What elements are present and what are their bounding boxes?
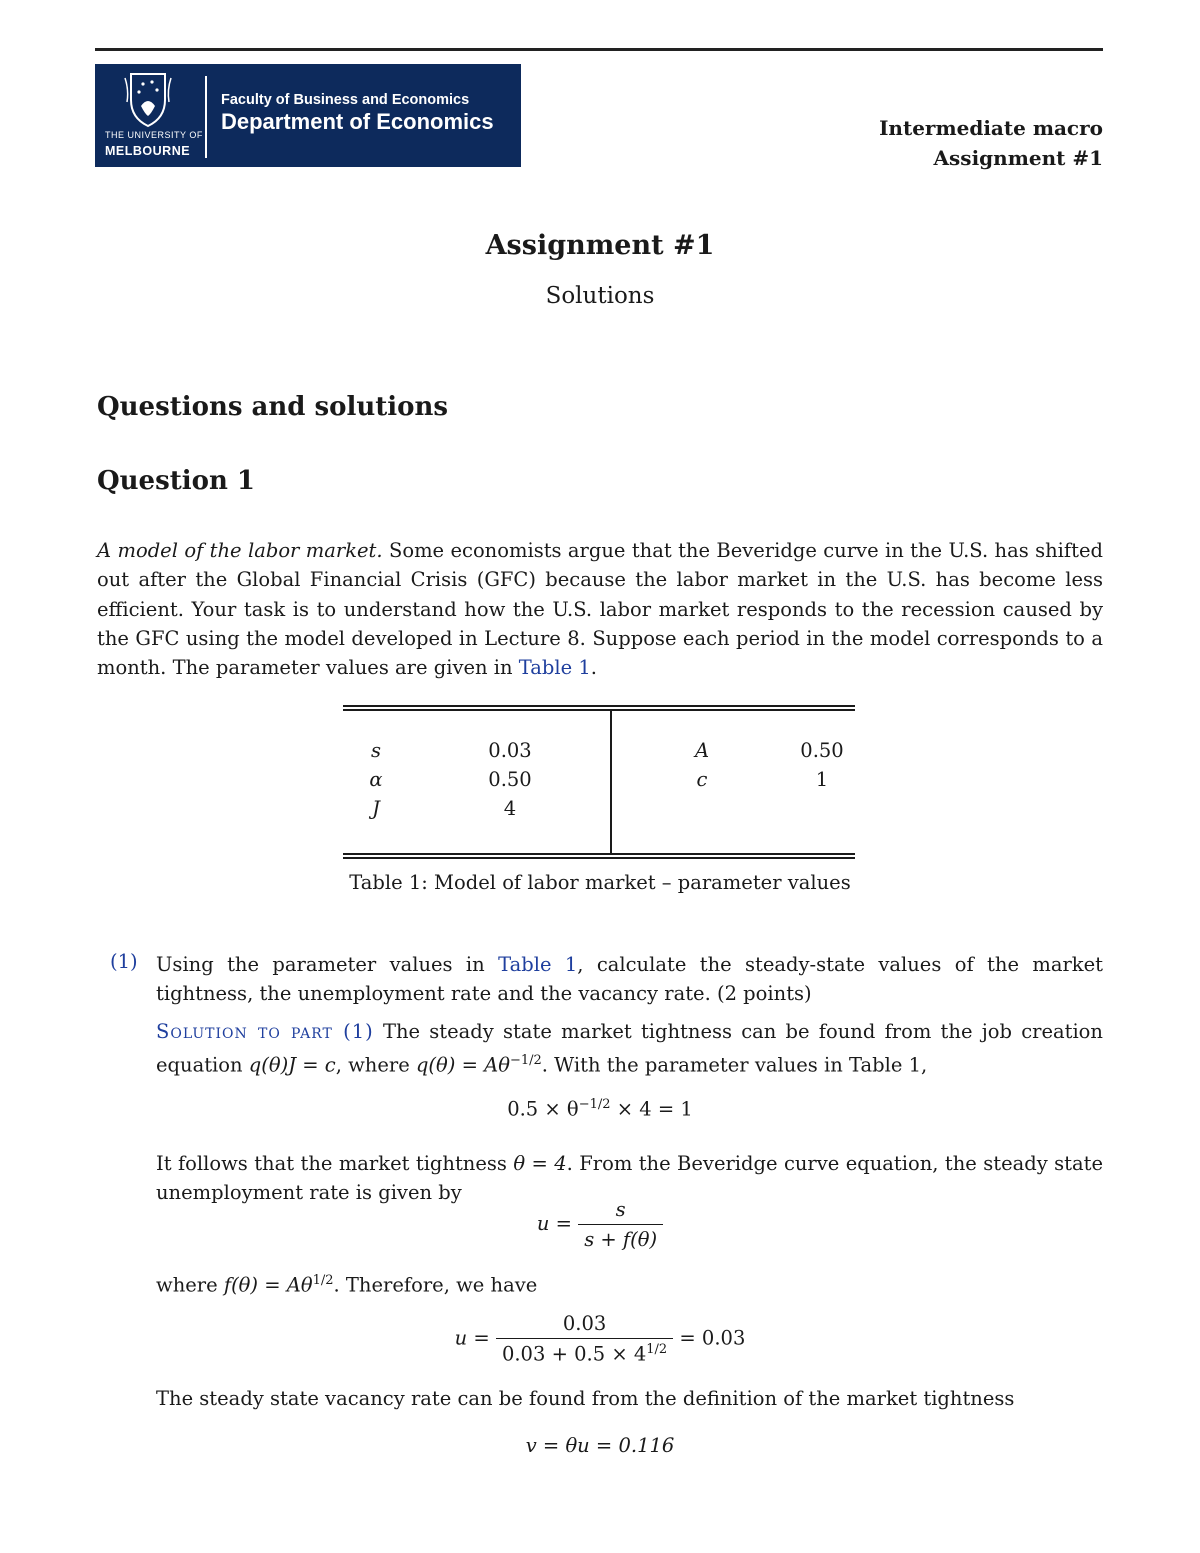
university-logo: [95, 64, 521, 167]
table-symbol-s: s: [370, 739, 381, 762]
solution-label: Solution to part (1): [156, 1020, 374, 1043]
table-value-alpha: 0.50: [488, 768, 532, 791]
part1-solution-intro: Solution to part (1) The steady state market tightness can be found from the job creation equation q(θ)J = c, where $q(\theta) = A\theta^{-1/2}$. With the parameter values in Table 1,: [156, 1020, 1103, 1077]
equation-job-creation: $0.5 \times \theta^{-1/2} \times 4 = 1$: [507, 1097, 693, 1121]
table-1-link[interactable]: Table 1: [518, 656, 591, 680]
logo-faculty: Faculty of Business and Economics: [221, 92, 470, 108]
university-crest-icon: [103, 70, 193, 130]
logo-department: Department of Economics: [221, 109, 494, 134]
section-heading-questions: Questions and solutions: [97, 392, 449, 422]
page-title: Assignment #1: [485, 230, 715, 261]
question1-intro: A model of the labor market. Some economists argue that the Beveridge curve in the U.S. has shifted out after the Global Financial Crisis (GFC) because the labor market in the U.S. has become less efficient. Your task is to understand how the U.S. labor market responds to the recession caused by the GFC using the model developed in Lecture 8. Suppose each period in the model corresponds to a month. The parameter values are given in Table 1.: [97, 539, 1103, 680]
table-divider: [610, 710, 612, 853]
equation-vacancy: v = θu = 0.116: [525, 1434, 675, 1457]
section-heading-question1: Question 1: [97, 466, 256, 496]
part1-tightness-text: It follows that the market tightness θ = 4. From the Beveridge curve equation, the steady state unemployment rate is given by: [156, 1152, 1103, 1205]
intro-lead: A model of the labor market.: [97, 539, 383, 562]
table-caption: Table 1: Model of labor market – parameter values: [349, 871, 851, 894]
table-symbol-c: c: [696, 768, 708, 791]
logo-university-line1: THE UNIVERSITY OF: [105, 130, 203, 140]
equation-unemployment-value: u = $\frac{0.03}{0.03 + 0.5 \times 4^{1/2}}$ = 0.03: [454, 1312, 746, 1366]
page-subtitle: Solutions: [545, 283, 655, 309]
part1-label: (1): [110, 950, 138, 973]
top-rule: [95, 48, 1103, 51]
intro-text: Some economists argue that the Beveridge curve in the U.S. has shifted out after the Global Financial Crisis (GFC) because the labor market in the U.S. has become less efficient. Your task is to understand how the U.S. labor market responds to the recession caused by the GFC using the model developed in Lecture 8. Suppose each period in the model corresponds to a month. The parameter values are given in: [97, 539, 1103, 680]
table-value-A: 0.50: [800, 739, 844, 762]
logo-university-line2: MELBOURNE: [105, 144, 191, 158]
parameter-table: [343, 705, 855, 865]
header-assignment: Assignment #1: [933, 146, 1103, 170]
logo-divider: [205, 76, 207, 158]
part1-question: Using the parameter values in Table 1, calculate the steady-state values of the market tightness, the unemployment rate and the vacancy rate. (2 points): [156, 953, 1104, 1006]
equation-beveridge: u = $\frac{s}{s + f(\theta)}$: [0, 1198, 1200, 1251]
table-1-link[interactable]: Table 1: [498, 953, 578, 976]
table-value-s: 0.03: [488, 739, 532, 762]
header-course: Intermediate macro: [879, 116, 1103, 140]
table-value-J: 4: [503, 797, 517, 820]
part1-matching-text: where $f(\theta) = A\theta^{1/2}$. Therefore, we have: [156, 1273, 538, 1297]
part1-vacancy-text: The steady state vacancy rate can be found from the definition of the market tightness: [156, 1387, 1015, 1410]
table-value-c: 1: [815, 768, 829, 791]
table-symbol-J: J: [372, 797, 380, 820]
table-symbol-A: A: [694, 739, 710, 762]
table-symbol-alpha: α: [369, 768, 383, 791]
